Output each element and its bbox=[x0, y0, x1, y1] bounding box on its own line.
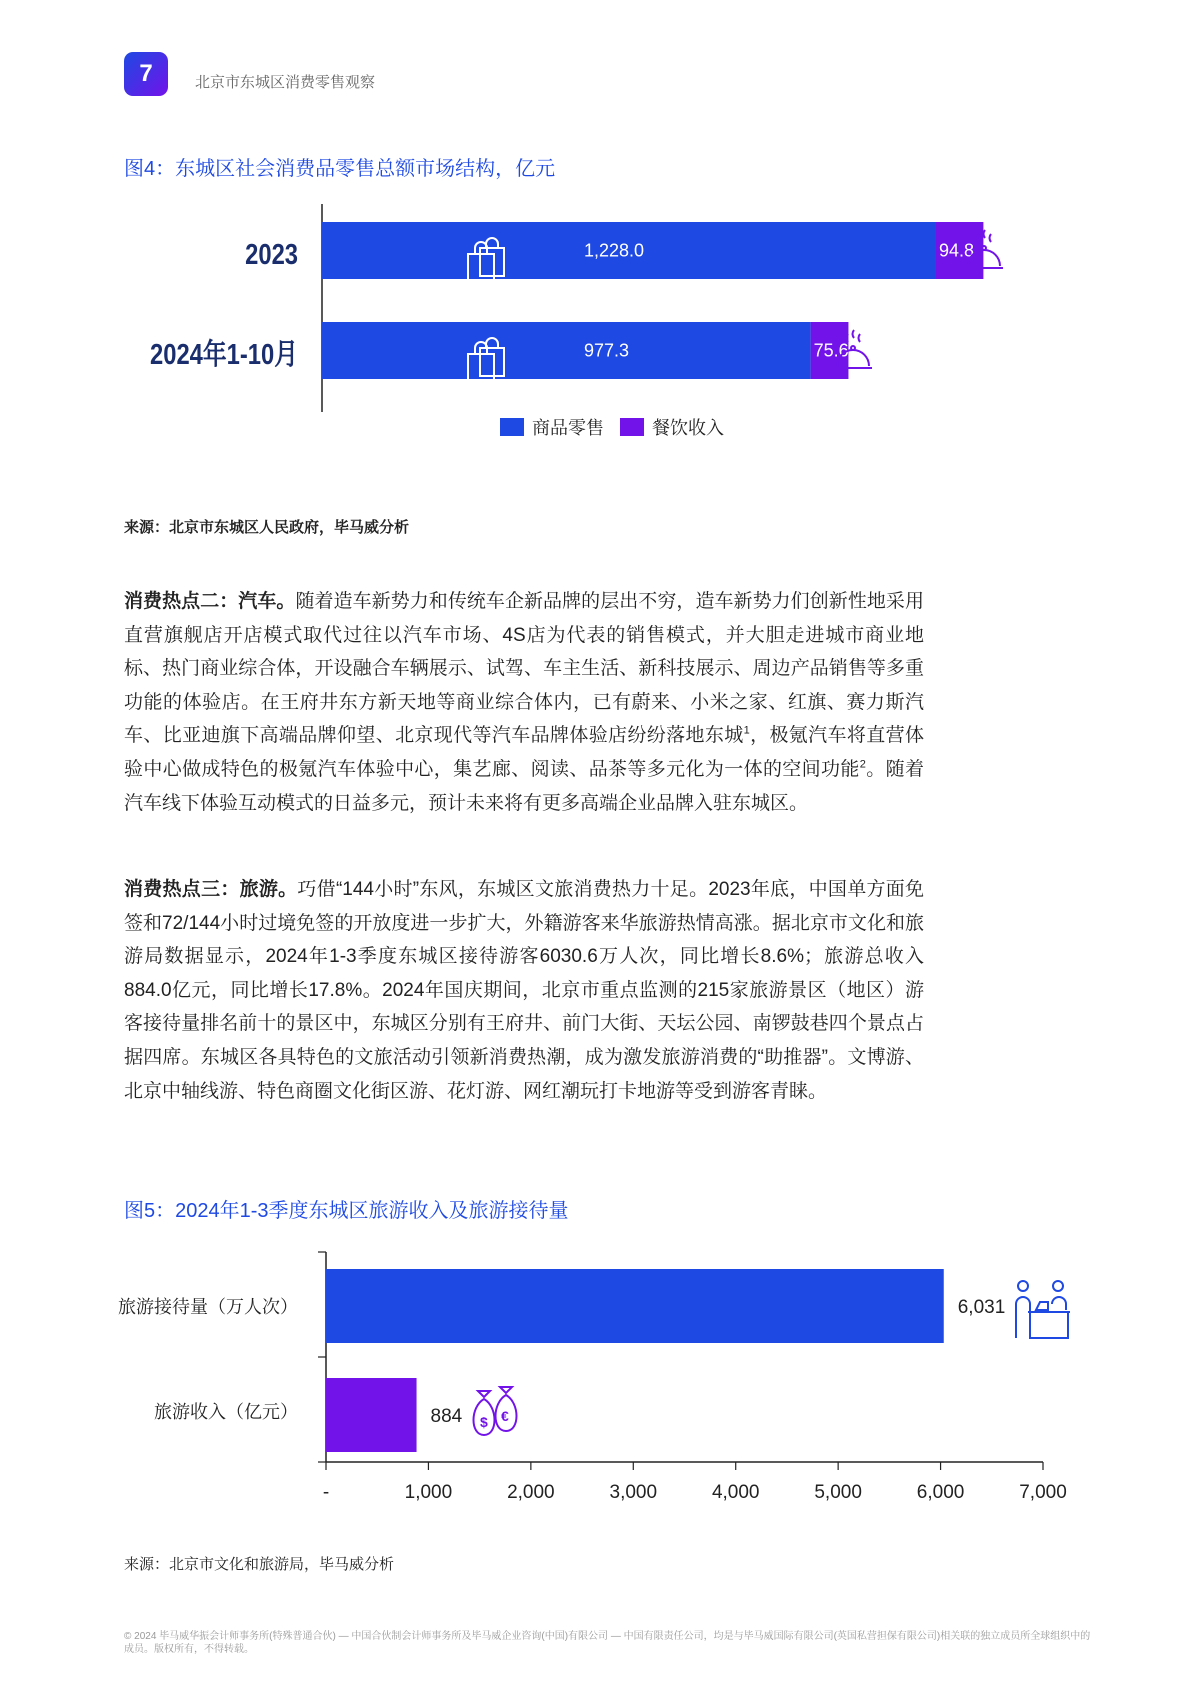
fig4-legend-label-catering: 餐饮收入 bbox=[652, 418, 724, 438]
fig5-x-tick-label: 4,000 bbox=[711, 1482, 760, 1503]
footnote-ref-2: 2 bbox=[859, 758, 866, 771]
fig5-value-label-revenue: 884 bbox=[430, 1406, 463, 1427]
footnote-ref-1: 1 bbox=[743, 725, 750, 738]
svg-text:$: $ bbox=[480, 1414, 488, 1430]
fig5-bar-revenue bbox=[326, 1378, 417, 1452]
paragraph-car-hotspot bbox=[124, 585, 924, 820]
figure4-chart bbox=[0, 190, 1200, 450]
figure4-source: 来源：北京市东城区人民政府，毕马威分析 bbox=[124, 519, 410, 536]
figure4-title: 图4：东城区社会消费品零售总额市场结构，亿元 bbox=[124, 158, 556, 180]
paragraph-car-body-3: 。随着汽车线下体验互动模式的日益多元，预计未来将有更多高端企业品牌入驻东城区。 bbox=[124, 758, 924, 814]
fig4-bar-retail-2024 bbox=[322, 322, 811, 379]
fig4-value-label-retail-2024: 977.3 bbox=[584, 340, 630, 361]
fig5-value-label-visitors: 6,031 bbox=[957, 1297, 1006, 1318]
paragraph-car-body-2: ，极氪汽车将直营体验中心做成特色的极氪汽车体验中心，集艺廊、阅读、品茶等多元化为一体的空间功能 bbox=[124, 725, 924, 780]
fig5-x-tick-label: 5,000 bbox=[814, 1482, 862, 1503]
fig4-legend-label-retail: 商品零售 bbox=[532, 418, 604, 438]
fig4-category-label-2023: 2023 bbox=[245, 237, 299, 271]
fig4-legend-swatch-catering bbox=[620, 418, 644, 436]
document-header-title: 北京市东城区消费零售观察 bbox=[195, 74, 376, 91]
paragraph-tourism-lead: 消费热点三：旅游。 bbox=[124, 879, 298, 900]
fig4-category-label-2024: 2024年1-10月 bbox=[150, 337, 299, 371]
figure5-title: 图5：2024年1-3季度东城区旅游收入及旅游接待量 bbox=[124, 1200, 569, 1222]
fig4-legend-swatch-retail bbox=[500, 418, 524, 436]
paragraph-tourism-hotspot bbox=[124, 873, 924, 1108]
fig5-x-tick-label: 6,000 bbox=[916, 1482, 965, 1503]
svg-text:€: € bbox=[501, 1408, 509, 1424]
fig4-value-label-catering-2024: 75.6 bbox=[813, 340, 849, 361]
money-bags-icon bbox=[474, 1387, 517, 1435]
fig5-x-tick-label: 3,000 bbox=[609, 1482, 658, 1503]
page-number-badge: 7 bbox=[124, 52, 168, 96]
fig5-x-tick-label: 2,000 bbox=[507, 1482, 555, 1503]
fig5-x-ticks bbox=[323, 1462, 1067, 1503]
fig4-value-label-catering-2023: 94.8 bbox=[939, 240, 975, 261]
fig5-category-label-revenue: 旅游收入（亿元） bbox=[154, 1402, 298, 1422]
fig5-bar-visitors bbox=[326, 1269, 944, 1343]
fig4-value-label-retail-2023: 1,228.0 bbox=[584, 240, 645, 261]
figure5-chart bbox=[0, 1240, 1200, 1520]
paragraph-car-body-1: 随着造车新势力和传统车企新品牌的层出不穷，造车新势力们创新性地采用直营旗舰店开店模式取代过往以汽车市场、4S店为代表的销售模式，并大胆走进城市商业地标、热门商业综合体，开设融合车辆展示、试驾、车主生活、新科技展示、周边产品销售等多重功能的体验店。在王府井东方新天地等商业综合体内，已有蔚来、小米之家、红旗、赛力斯汽车、比亚迪旗下高端品牌仰望、北京现代等汽车品牌体验店纷纷落地东城 bbox=[124, 591, 924, 747]
paragraph-tourism-body: 巧借“144小时”东风，东城区文旅消费热力十足。2023年底，中国单方面免签和72/144小时过境免签的开放度进一步扩大，外籍游客来华旅游热情高涨。据北京市文化和旅游局数据显示，2024年1-3季度东城区接待游客6030.6万人次，同比增长8.6%；旅游总收入884.0亿元，同比增长17.8%。2024年国庆期间，北京市重点监测的215家旅游景区（地区）游客接待量排名前十的景区中，东城区分别有王府井、前门大街、天坛公园、南锣鼓巷四个景点占据四席。东城区各具特色的文旅活动引领新消费热潮，成为激发旅游消费的“助推器”。文博游、北京中轴线游、特色商圈文化街区游、花灯游、网红潮玩打卡地游等受到游客青睐。 bbox=[124, 879, 924, 1102]
copyright-footer: © 2024 毕马威华振会计师事务所(特殊普通合伙) — 中国合伙制会计师事务所及毕马威企业咨询(中国)有限公司 — 中国有限责任公司，均是与毕马威国际有限公司(英国私营担保有限公司)相关联的独立成员所全球组织中的成员。版权所有，不得转载。 bbox=[124, 1631, 1091, 1655]
fig5-category-label-visitors: 旅游接待量（万人次） bbox=[118, 1297, 298, 1317]
fig5-x-tick-label: 1,000 bbox=[404, 1482, 453, 1503]
fig5-x-tick-label: - bbox=[322, 1482, 330, 1503]
reception-icon bbox=[1016, 1281, 1070, 1338]
paragraph-car-lead: 消费热点二：汽车。 bbox=[124, 591, 296, 612]
figure5-source: 来源：北京市文化和旅游局，毕马威分析 bbox=[124, 1556, 395, 1573]
fig5-x-tick-label: 7,000 bbox=[1019, 1482, 1067, 1503]
